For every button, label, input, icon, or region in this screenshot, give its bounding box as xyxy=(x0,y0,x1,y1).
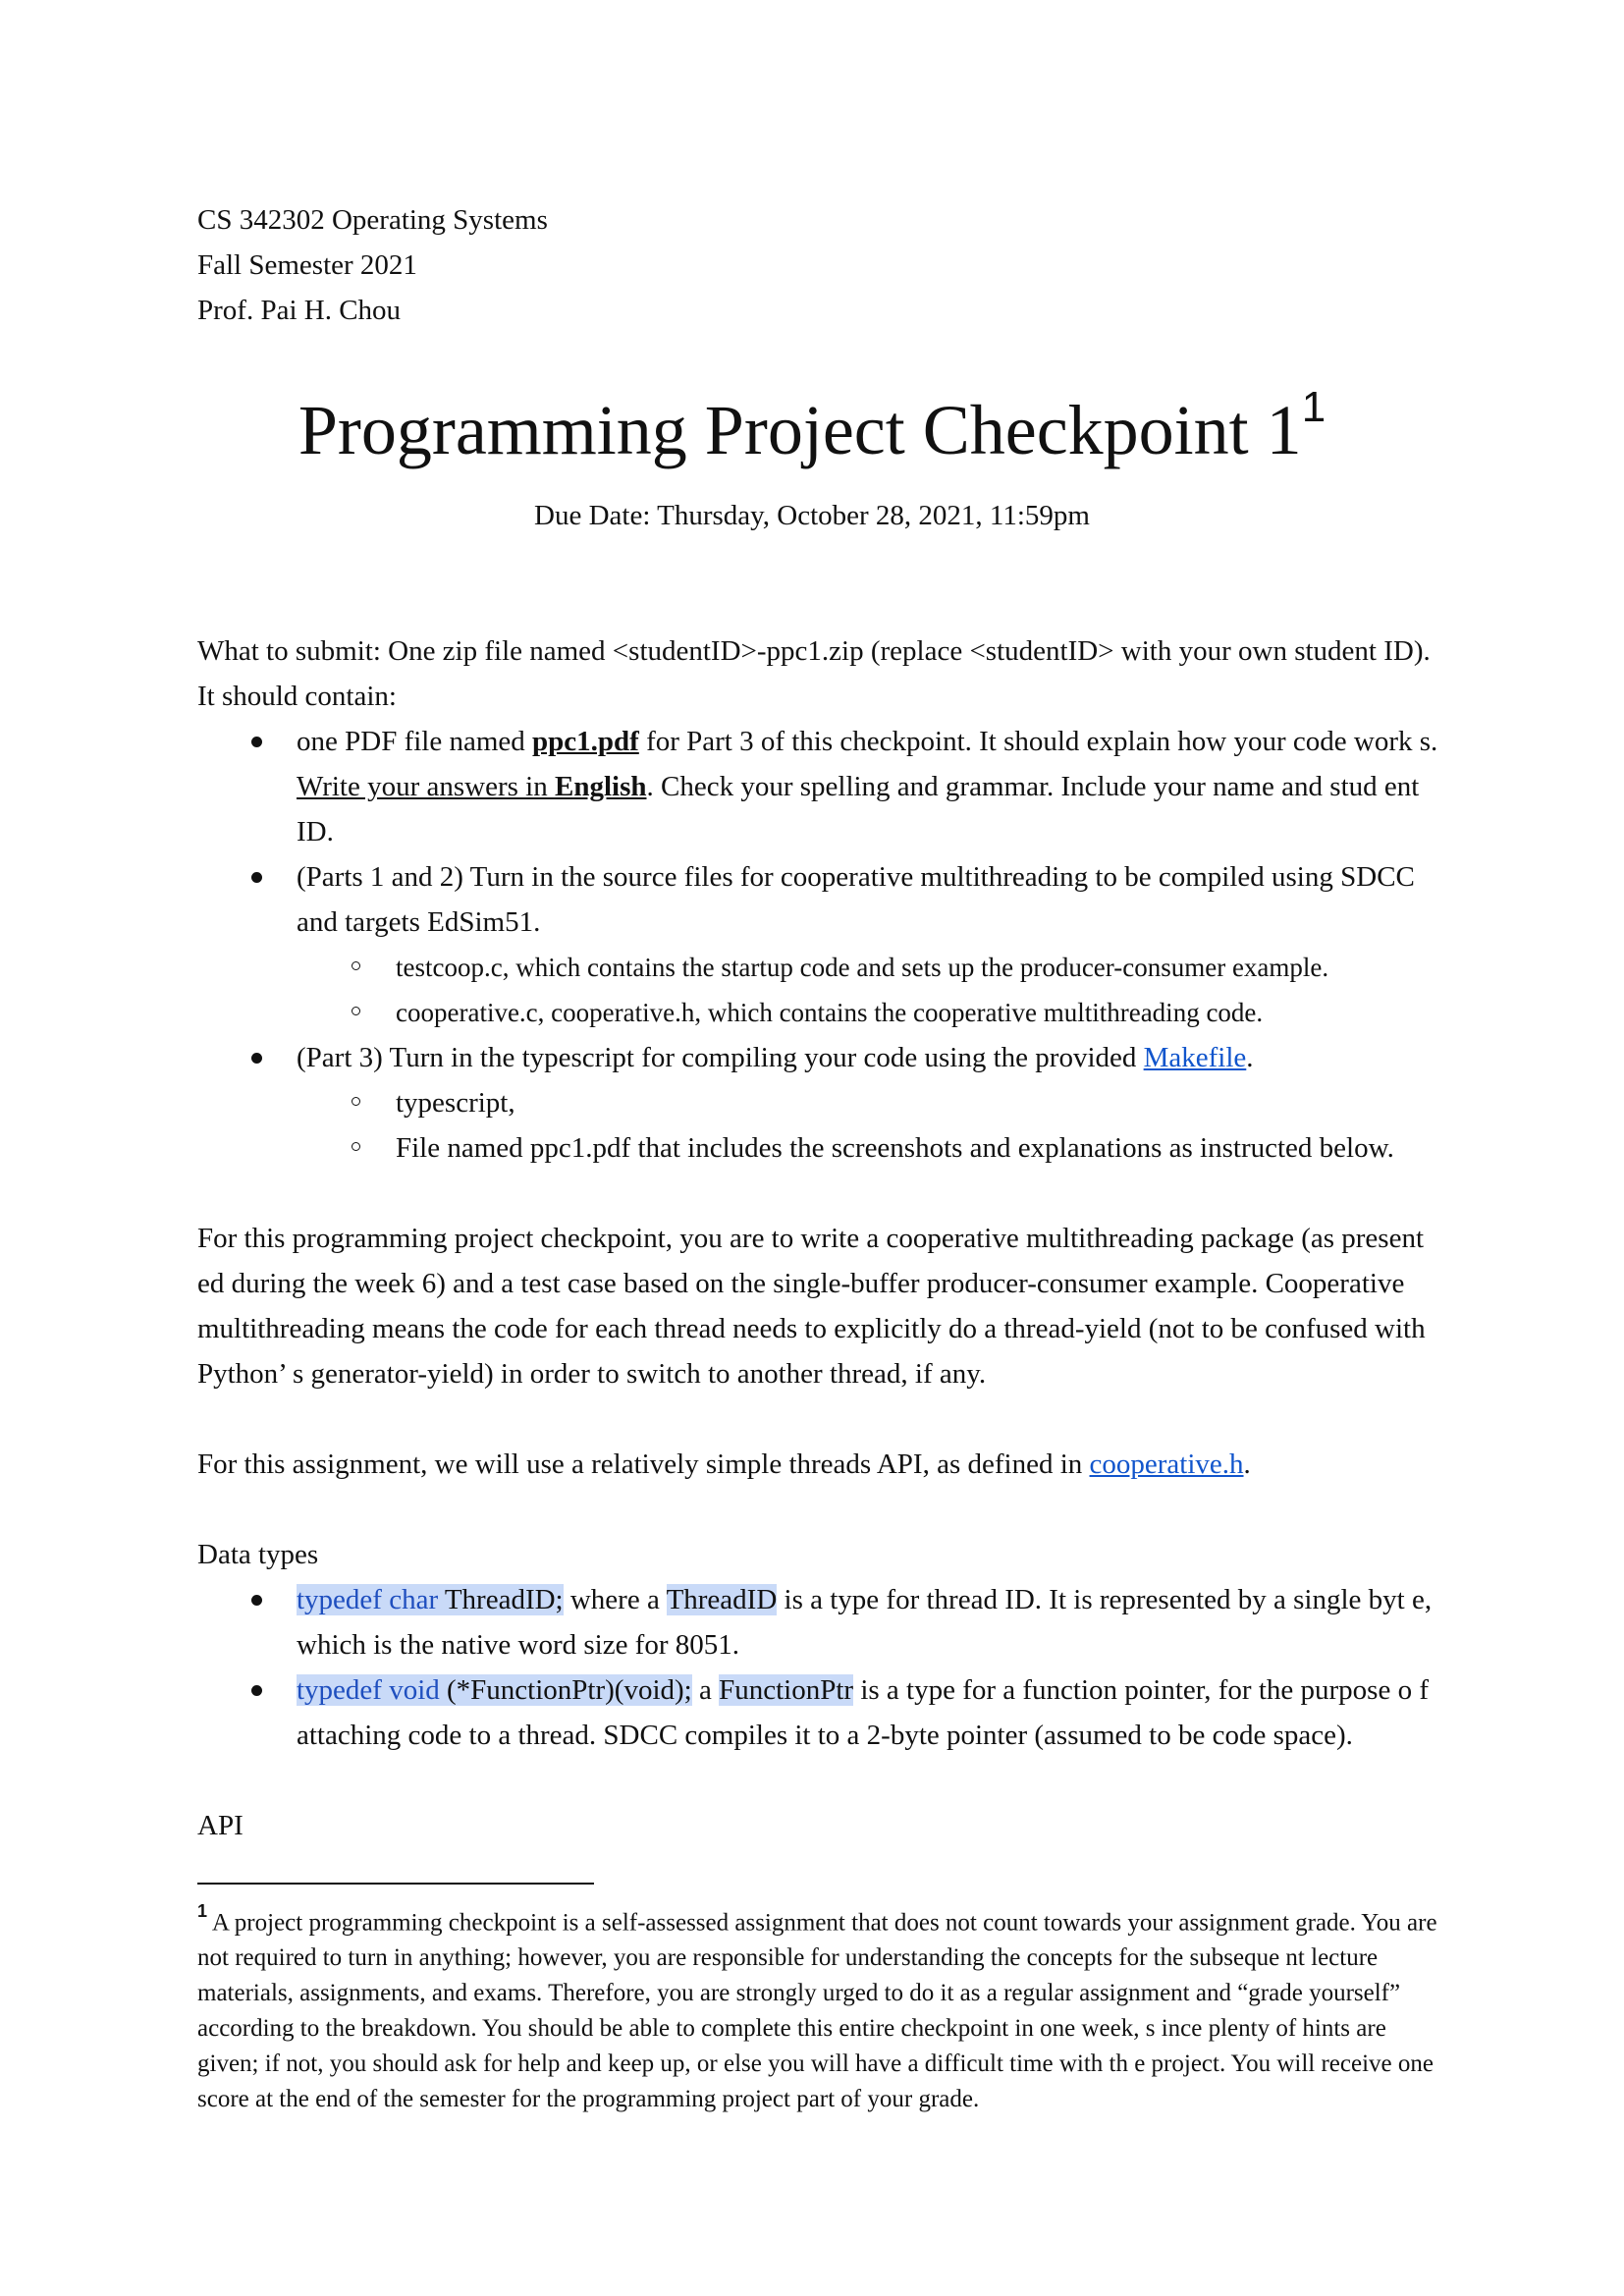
item-text: (Part 3) Turn in the typescript for compiling your code using the provided xyxy=(297,1042,1144,1073)
item-text: where a xyxy=(563,1584,667,1615)
submit-intro-line2: It should contain: xyxy=(197,681,397,712)
pdf-filename: ppc1.pdf xyxy=(532,726,639,757)
circle-bullet-icon xyxy=(352,961,360,970)
english-text: English xyxy=(554,771,647,802)
code-text: ThreadID; xyxy=(438,1584,564,1615)
cooperative-h-link[interactable]: cooperative.h xyxy=(1089,1449,1244,1480)
item-text: for Part 3 of this checkpoint. It should explain how your code work s. xyxy=(638,726,1438,757)
intro-paragraph: For this programming project checkpoint, you are to write a cooperative multithreading package (as present ed during the week 6) and a test case based on the single-buffer producer-consumer example. Cooperative multithreading means the code for each thread needs to explicitly do a thread-yield (not to be confused with Python’ s generator-yield) in order to switch to another thread, if any. xyxy=(197,1223,1426,1390)
footnote-divider xyxy=(197,1883,594,1885)
sub-item-text: typescript, xyxy=(396,1087,515,1119)
page-title xyxy=(0,371,1624,474)
paragraph-text: For this assignment, we will use a relatively simple threads API, as defined in xyxy=(197,1449,1090,1480)
list-item xyxy=(197,854,1444,1035)
semester: Fall Semester 2021 xyxy=(197,249,417,281)
title-footnote-ref[interactable]: 1 xyxy=(1301,383,1326,431)
code-keyword: typedef char xyxy=(297,1584,439,1615)
sub-item-text: File named ppc1.pdf that includes the screenshots and explanations as instructed below. xyxy=(396,1132,1394,1164)
title-text: Programming Project Checkpoint 1 xyxy=(298,391,1302,469)
paragraph-text: . xyxy=(1243,1449,1251,1480)
api-intro-paragraph xyxy=(197,1442,1444,1487)
footnote xyxy=(197,1897,1444,2117)
type-name: FunctionPtr xyxy=(719,1674,854,1706)
circle-bullet-icon xyxy=(352,1142,360,1151)
api-heading: API xyxy=(197,1810,244,1841)
list-item xyxy=(197,1035,1444,1171)
code-keyword: typedef void xyxy=(297,1674,440,1706)
type-name: ThreadID xyxy=(666,1584,778,1615)
code-text: (*FunctionPtr)(void); xyxy=(439,1674,692,1706)
circle-bullet-icon xyxy=(352,1097,360,1106)
sub-list-item xyxy=(297,945,1444,990)
item-text: is a type for a function pointer, for the purpose o f attaching code to a thread. SDCC compiles it to a 2-byte pointer (assumed to be code space). xyxy=(297,1674,1429,1751)
sub-list-item xyxy=(297,1080,1444,1125)
sub-list-item xyxy=(297,1125,1444,1171)
course-header xyxy=(197,197,1444,333)
due-date: Due Date: Thursday, October 28, 2021, 11:59pm xyxy=(534,500,1090,531)
item-text: one PDF file named xyxy=(297,726,533,757)
list-item xyxy=(197,1577,1444,1667)
item-text: . xyxy=(1246,1042,1254,1073)
bullet-icon xyxy=(251,737,262,747)
bullet-icon xyxy=(251,1053,262,1064)
makefile-link[interactable]: Makefile xyxy=(1143,1042,1247,1073)
bullet-icon xyxy=(251,1595,262,1606)
item-text: a xyxy=(691,1674,720,1706)
sub-item-text: cooperative.c, cooperative.h, which contains the cooperative multithreading code. xyxy=(396,998,1264,1027)
data-types-heading: Data types xyxy=(197,1539,319,1570)
bullet-icon xyxy=(251,1685,262,1696)
bullet-icon xyxy=(251,872,262,883)
sub-item-text: testcoop.c, which contains the startup code and sets up the producer-consumer example. xyxy=(396,953,1329,982)
list-item xyxy=(197,719,1444,854)
item-text: (Parts 1 and 2) Turn in the source files for cooperative multithreading to be compiled using SDCC and targets EdSim51. xyxy=(297,861,1415,938)
item-text: . Check your spelling and grammar. Include your name and stud ent ID. xyxy=(297,771,1420,847)
professor: Prof. Pai H. Chou xyxy=(197,295,402,326)
sub-list xyxy=(297,945,1444,1035)
data-types-list xyxy=(197,1577,1444,1758)
underlined-text: Write your answers in xyxy=(297,771,555,802)
footnote-number: 1 xyxy=(197,1901,208,1921)
submit-intro-line1: What to submit: One zip file named <studentID>-ppc1.zip (replace <studentID> with your own student ID). xyxy=(197,635,1431,667)
item-text: is a type for thread ID. It is represented by a single byt e, which is the native word size for 8051. xyxy=(297,1584,1433,1661)
circle-bullet-icon xyxy=(352,1007,360,1015)
sub-list-item xyxy=(297,990,1444,1035)
list-item xyxy=(197,1667,1444,1758)
footnote-text: A project programming checkpoint is a self-assessed assignment that does not count towards your assignment grade. You are not required to turn in anything; however, you are responsible for understanding the concepts for the subseque nt lecture materials, assignments, and exams. Therefore, you are strongly urged to do it as a regular assignment and “grade yourself” according to the breakdown. You should be able to complete this entire checkpoint in one week, s ince plenty of hints are given; if not, you should ask for help and keep up, or else you will have a difficult time with th e project. You will receive one score at the end of the semester for the programming project part of your grade. xyxy=(197,1909,1437,2113)
submit-intro xyxy=(197,629,1444,719)
submit-list xyxy=(197,719,1444,1171)
course-name: CS 342302 Operating Systems xyxy=(197,204,548,236)
sub-list xyxy=(297,1080,1444,1171)
